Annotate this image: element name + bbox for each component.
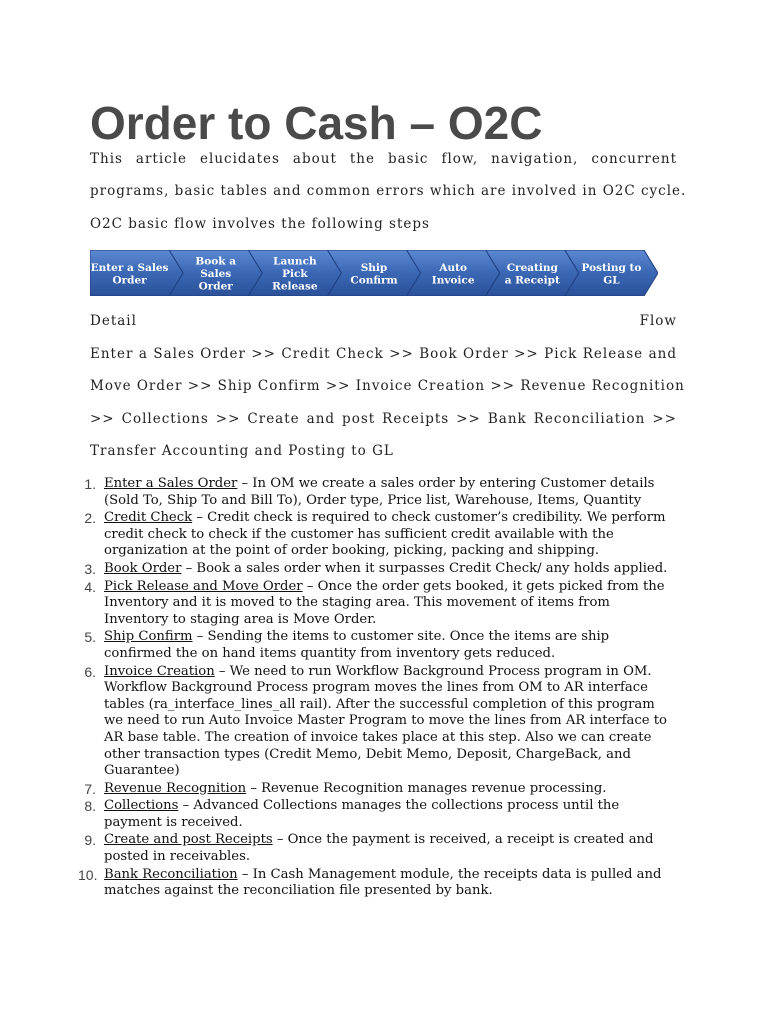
list-item: 8. Collections – Advanced Collections manages the collections process until the payment is received.: [84, 798, 620, 830]
detail-line-2: Move Order >> Ship Confirm >> Invoice Creation >> Revenue Recognition: [90, 378, 685, 394]
step-link[interactable]: Pick Release and Move Order: [104, 578, 303, 594]
step-link[interactable]: Credit Check: [104, 510, 193, 526]
step-link[interactable]: Ship Confirm: [104, 629, 193, 645]
list-item: 9. Create and post Receipts – Once the payment is received, a receipt is created and posted in receivables.: [84, 832, 654, 865]
list-item: 4. Pick Release and Move Order – Once the order gets booked, it gets picked from the Inventory and it is moved to the staging area. This movement of items from Inventory to staging area is Move Order.: [84, 578, 665, 627]
detail-line-3: >> Collections >> Create and post Receipts >> Bank Reconciliation >>: [90, 411, 677, 427]
o2c-flow-diagram: [90, 250, 658, 296]
intro-line-1: This article elucidates about the basic flow, navigation, concurrent: [90, 151, 677, 167]
page-title: Order to Cash – O2C: [90, 97, 543, 149]
flow-step-label: Launch Pick Release: [272, 255, 318, 293]
list-item: 5. Ship Confirm – Sending the items to customer site. Once the items are ship confirmed the on hand items quantity from inventory gets reduced.: [84, 629, 610, 661]
list-item: 7. Revenue Recognition – Revenue Recognition manages revenue processing.: [84, 780, 607, 797]
detail-line-4: Transfer Accounting and Posting to GL: [90, 443, 394, 459]
detail-label: Detail: [90, 313, 137, 329]
detail-flow-heading: [90, 312, 677, 330]
flow-step-label: Auto Invoice: [431, 261, 475, 287]
flow-intro: O2C basic flow involves the following steps: [90, 216, 430, 232]
step-link[interactable]: Enter a Sales Order: [104, 476, 238, 491]
step-link[interactable]: Book Order: [104, 560, 182, 576]
step-link[interactable]: Revenue Recognition: [104, 780, 247, 796]
step-link[interactable]: Bank Reconciliation: [104, 866, 238, 882]
list-item: 10. Bank Reconciliation – In Cash Management module, the receipts data is pulled and matches against the reconciliation file presented by bank.: [78, 866, 662, 899]
list-item: 6. Invoice Creation – We need to run Workflow Background Process program in OM. Workflow Background Process program moves the lines from OM to AR interface tables (ra_interface_lines_all rail). After the successful completion of this program we need to run Auto Invoice Master Program to move the lines from AR interface to AR base table. The creation of invoice takes place at this step. Also we can create other transaction types (Credit Memo, Debit Memo, Deposit, ChargeBack, and Guarantee): [84, 663, 667, 779]
detail-line-1: Enter a Sales Order >> Credit Check >> Book Order >> Pick Release and: [90, 346, 677, 362]
intro-line-2: programs, basic tables and common errors which are involved in O2C cycle.: [90, 183, 687, 199]
flow-chevrons: [90, 250, 658, 296]
list-item: 3. Book Order – Book a sales order when it surpasses Credit Check/ any holds applied.: [84, 560, 668, 577]
flow-label: Flow: [639, 313, 677, 329]
list-item: 1. Enter a Sales Order – In OM we create a sales order by entering Customer details (Sold To, Ship To and Bill To), Order type, Price list, Warehouse, Items, Quantity: [84, 476, 655, 508]
list-item: 2. Credit Check – Credit check is required to check customer’s credibility. We perform credit check to check if the customer has sufficient credit available with the organization at the point of order booking, picking, packing and shipping.: [84, 510, 666, 559]
step-link[interactable]: Create and post Receipts: [104, 832, 273, 848]
flow-step-label: Posting to GL: [581, 261, 642, 287]
flow-step-label: Creating a Receipt: [504, 261, 560, 287]
flow-step-label: Ship Confirm: [350, 261, 398, 287]
step-link[interactable]: Invoice Creation: [104, 663, 215, 679]
flow-step-label: Book a Sales Order: [195, 255, 237, 293]
step-link[interactable]: Collections: [104, 798, 179, 814]
o2c-steps-list: [78, 476, 678, 901]
flow-step-label: Enter a Sales Order: [90, 261, 169, 287]
